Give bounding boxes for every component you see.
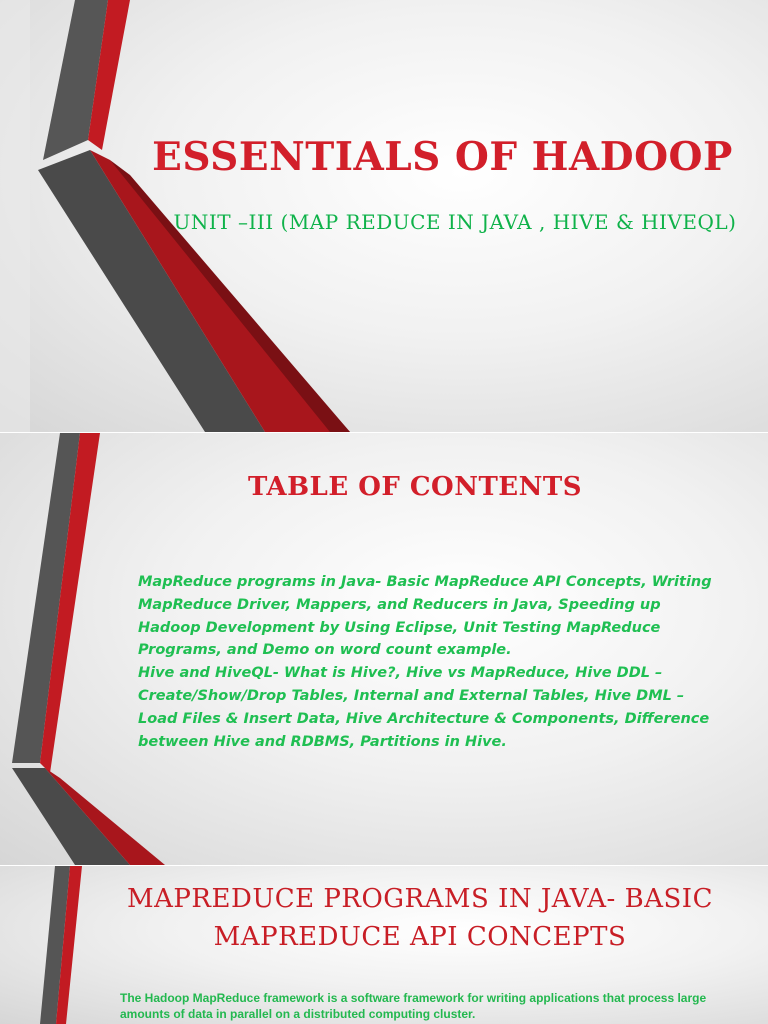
mapreduce-slide [0, 866, 768, 1024]
slide-title: MAPREDUCE PROGRAMS IN JAVA- BASIC MAPREDUCE API CONCEPTS [127, 884, 713, 952]
toc-paragraph: MapReduce programs in Java- Basic MapReduce API Concepts, Writing MapReduce Driver, Mappers, and Reducers in Java, Speeding up Hadoop Development by Using Eclipse, Unit Testing MapReduce Programs, and Demo on word count example. [138, 574, 712, 659]
slide-title: TABLE OF CONTENTS [247, 472, 583, 502]
slide-title: ESSENTIALS OF HADOOP [152, 134, 733, 180]
slide-body-text: The Hadoop MapReduce framework is a software framework for writing applications that process large amounts of data in parallel on a distributed computing cluster. [120, 991, 707, 1021]
slide-subtitle: UNIT –III (MAP REDUCE IN JAVA , HIVE & HIVEQL) [173, 210, 737, 234]
toc-paragraph: Hive and HiveQL- What is Hive?, Hive vs MapReduce, Hive DDL – Create/Show/Drop Tables, Internal and External Tables, Hive DML – Load Files & Insert Data, Hive Architecture & Components, Difference between Hive and RDBMS, Partitions in Hive. [138, 665, 710, 750]
toc-content [138, 571, 718, 753]
title-slide [0, 0, 768, 432]
table-of-contents-slide [0, 433, 768, 865]
